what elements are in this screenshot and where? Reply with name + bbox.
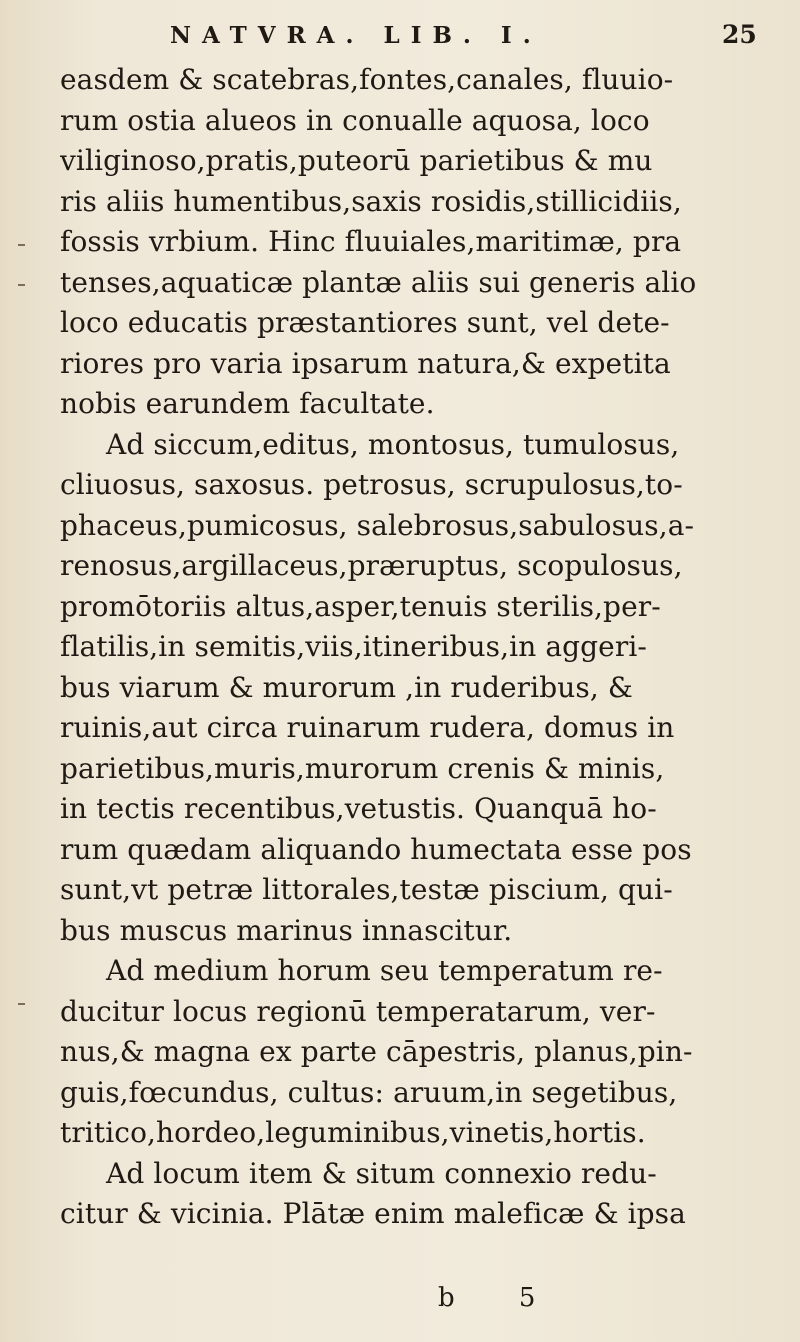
text-line: loco educatis præstantiores sunt, vel dete- <box>60 306 670 339</box>
text-line: easdem & scatebras,fontes,canales, fluuio- <box>60 63 674 96</box>
text-line: bus muscus marinus innascitur. <box>60 913 513 947</box>
text-line: Ad medium horum seu temperatum re- <box>106 954 663 987</box>
page-header <box>0 18 800 58</box>
text-line: viliginoso,pratis,puteorū parietibus & mu <box>60 144 653 177</box>
text-line: rum ostia alueos in conualle aquosa, loco <box>60 103 650 137</box>
text-line: Ad locum item & situm connexio redu- <box>106 1156 657 1190</box>
text-line: riores pro varia ipsarum natura,& expetita <box>60 346 671 380</box>
text-block <box>60 60 760 1235</box>
page-number: 25 <box>722 20 757 49</box>
text-line: bus viarum & murorum ,in ruderibus, & <box>60 670 633 704</box>
text-line: ducitur locus regionū temperatarum, ver- <box>60 994 656 1028</box>
text-line: Ad siccum,editus, montosus, tumulosus, <box>106 427 680 461</box>
running-title: NATVRA. LIB. I. <box>170 22 542 49</box>
margin-mark <box>18 284 25 286</box>
text-line: parietibus,muris,murorum crenis & minis, <box>60 751 665 785</box>
text-line: fossis vrbium. Hinc fluuiales,maritimæ, pra <box>60 225 682 258</box>
margin-mark <box>18 1003 25 1005</box>
text-line: cliuosus, saxosus. petrosus, scrupulosus,to- <box>60 468 683 501</box>
text-line: ris aliis humentibus,saxis rosidis,stillicidiis, <box>60 184 682 218</box>
text-line: ruinis,aut circa ruinarum rudera, domus in <box>60 711 675 744</box>
text-line: nus,& magna ex parte cāpestris, planus,pin- <box>60 1035 693 1068</box>
text-line: renosus,argillaceus,præruptus, scopulosus, <box>60 549 683 582</box>
text-line: sunt,vt petræ littorales,testæ piscium, qui- <box>60 873 673 906</box>
signature-mark: b 5 <box>438 1283 564 1313</box>
text-line: tenses,aquaticæ plantæ aliis sui generis alio <box>60 265 697 299</box>
text-line: in tectis recentibus,vetustis. Quanquā ho- <box>60 792 657 825</box>
text-line: guis,fœcundus, cultus: aruum,in segetibus, <box>60 1075 678 1109</box>
text-line: phaceus,pumicosus, salebrosus,sabulosus,a- <box>60 508 695 542</box>
text-line: nobis earundem facultate. <box>60 387 435 420</box>
text-line: promōtoriis altus,asper,tenuis sterilis,per- <box>60 589 661 623</box>
text-line: tritico,hordeo,leguminibus,vinetis,hortis. <box>60 1116 646 1149</box>
text-line: flatilis,in semitis,viis,itineribus,in aggeri- <box>60 630 647 663</box>
text-line: citur & vicinia. Plātæ enim maleficæ & ipsa <box>60 1197 686 1230</box>
margin-mark <box>18 244 25 246</box>
text-line: rum quædam aliquando humectata esse pos <box>60 832 692 866</box>
